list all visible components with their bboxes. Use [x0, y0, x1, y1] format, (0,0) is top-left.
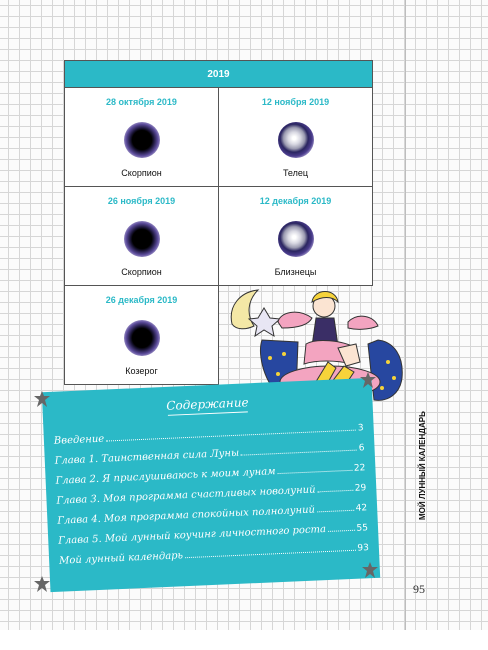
toc-entry-title: Глава 1. Таинственная сила Луны [54, 447, 240, 467]
star-icon [34, 391, 50, 407]
toc-entry[interactable] [55, 442, 365, 467]
toc-leader-dots [278, 470, 352, 474]
toc-entry-title: Глава 4. Моя программа спокойных полнолуний [57, 504, 316, 527]
toc-entry-title: Глава 3. Моя программа счастливых новолуний [56, 484, 316, 507]
toc-leader-dots [317, 510, 354, 513]
calendar-cell [64, 186, 219, 286]
calendar-date: 12 ноября 2019 [261, 97, 330, 107]
toc-title: Содержание [42, 390, 372, 421]
toc-entry-page: 29 [354, 483, 367, 494]
toc-leader-dots [185, 550, 355, 558]
toc-entry-page: 6 [358, 443, 365, 454]
toc-entry-page: 55 [356, 523, 369, 534]
toc-entry-page: 22 [353, 463, 366, 474]
toc-entry[interactable] [59, 542, 369, 567]
toc-leader-dots [318, 490, 353, 493]
toc-leader-dots [106, 430, 356, 442]
toc-entry-title: Введение [53, 433, 105, 447]
full-moon-icon [278, 221, 314, 257]
zodiac-sign: Скорпион [121, 168, 162, 178]
toc-entry-title: Глава 5. Мой лунный коучинг личностного роста [58, 524, 327, 547]
new-moon-icon [124, 221, 160, 257]
toc-leader-dots [328, 530, 355, 532]
toc-entry[interactable] [56, 482, 366, 507]
new-moon-icon [124, 320, 160, 356]
toc-entry-title: Глава 2. Я прислушиваюсь к моим лунам [55, 466, 276, 487]
table-of-contents-panel [42, 378, 380, 592]
toc-leader-dots [241, 450, 357, 456]
running-head: МОЙ ЛУННЫЙ КАЛЕНДАРЬ [418, 411, 427, 520]
calendar-date: 12 декабря 2019 [259, 196, 332, 206]
star-icon [360, 372, 376, 388]
calendar-date: 26 декабря 2019 [105, 295, 178, 305]
full-moon-icon [278, 122, 314, 158]
calendar-year-header: 2019 [64, 60, 373, 88]
toc-entry-title: Мой лунный календарь [58, 550, 184, 567]
calendar-cell [64, 285, 219, 385]
star-icon [362, 562, 378, 578]
toc-entry[interactable] [58, 522, 368, 547]
toc-entry-page: 3 [357, 423, 364, 434]
star-icon [34, 576, 50, 592]
zodiac-sign: Телец [282, 168, 309, 178]
calendar-date: 26 ноября 2019 [107, 196, 176, 206]
calendar-cell [64, 87, 219, 187]
toc-entry[interactable] [54, 422, 364, 447]
calendar-cell [218, 186, 373, 286]
toc-entry[interactable] [57, 502, 367, 527]
toc-entry-page: 42 [355, 503, 368, 514]
toc-entry-page: 93 [357, 543, 370, 554]
zodiac-sign: Близнецы [274, 267, 317, 277]
new-moon-icon [124, 122, 160, 158]
zodiac-sign: Скорпион [121, 267, 162, 277]
calendar-cell [218, 87, 373, 187]
page-number: 95 [413, 582, 425, 596]
toc-entry[interactable] [55, 462, 365, 487]
calendar-date: 28 октября 2019 [106, 97, 177, 107]
zodiac-sign: Козерог [125, 366, 158, 376]
